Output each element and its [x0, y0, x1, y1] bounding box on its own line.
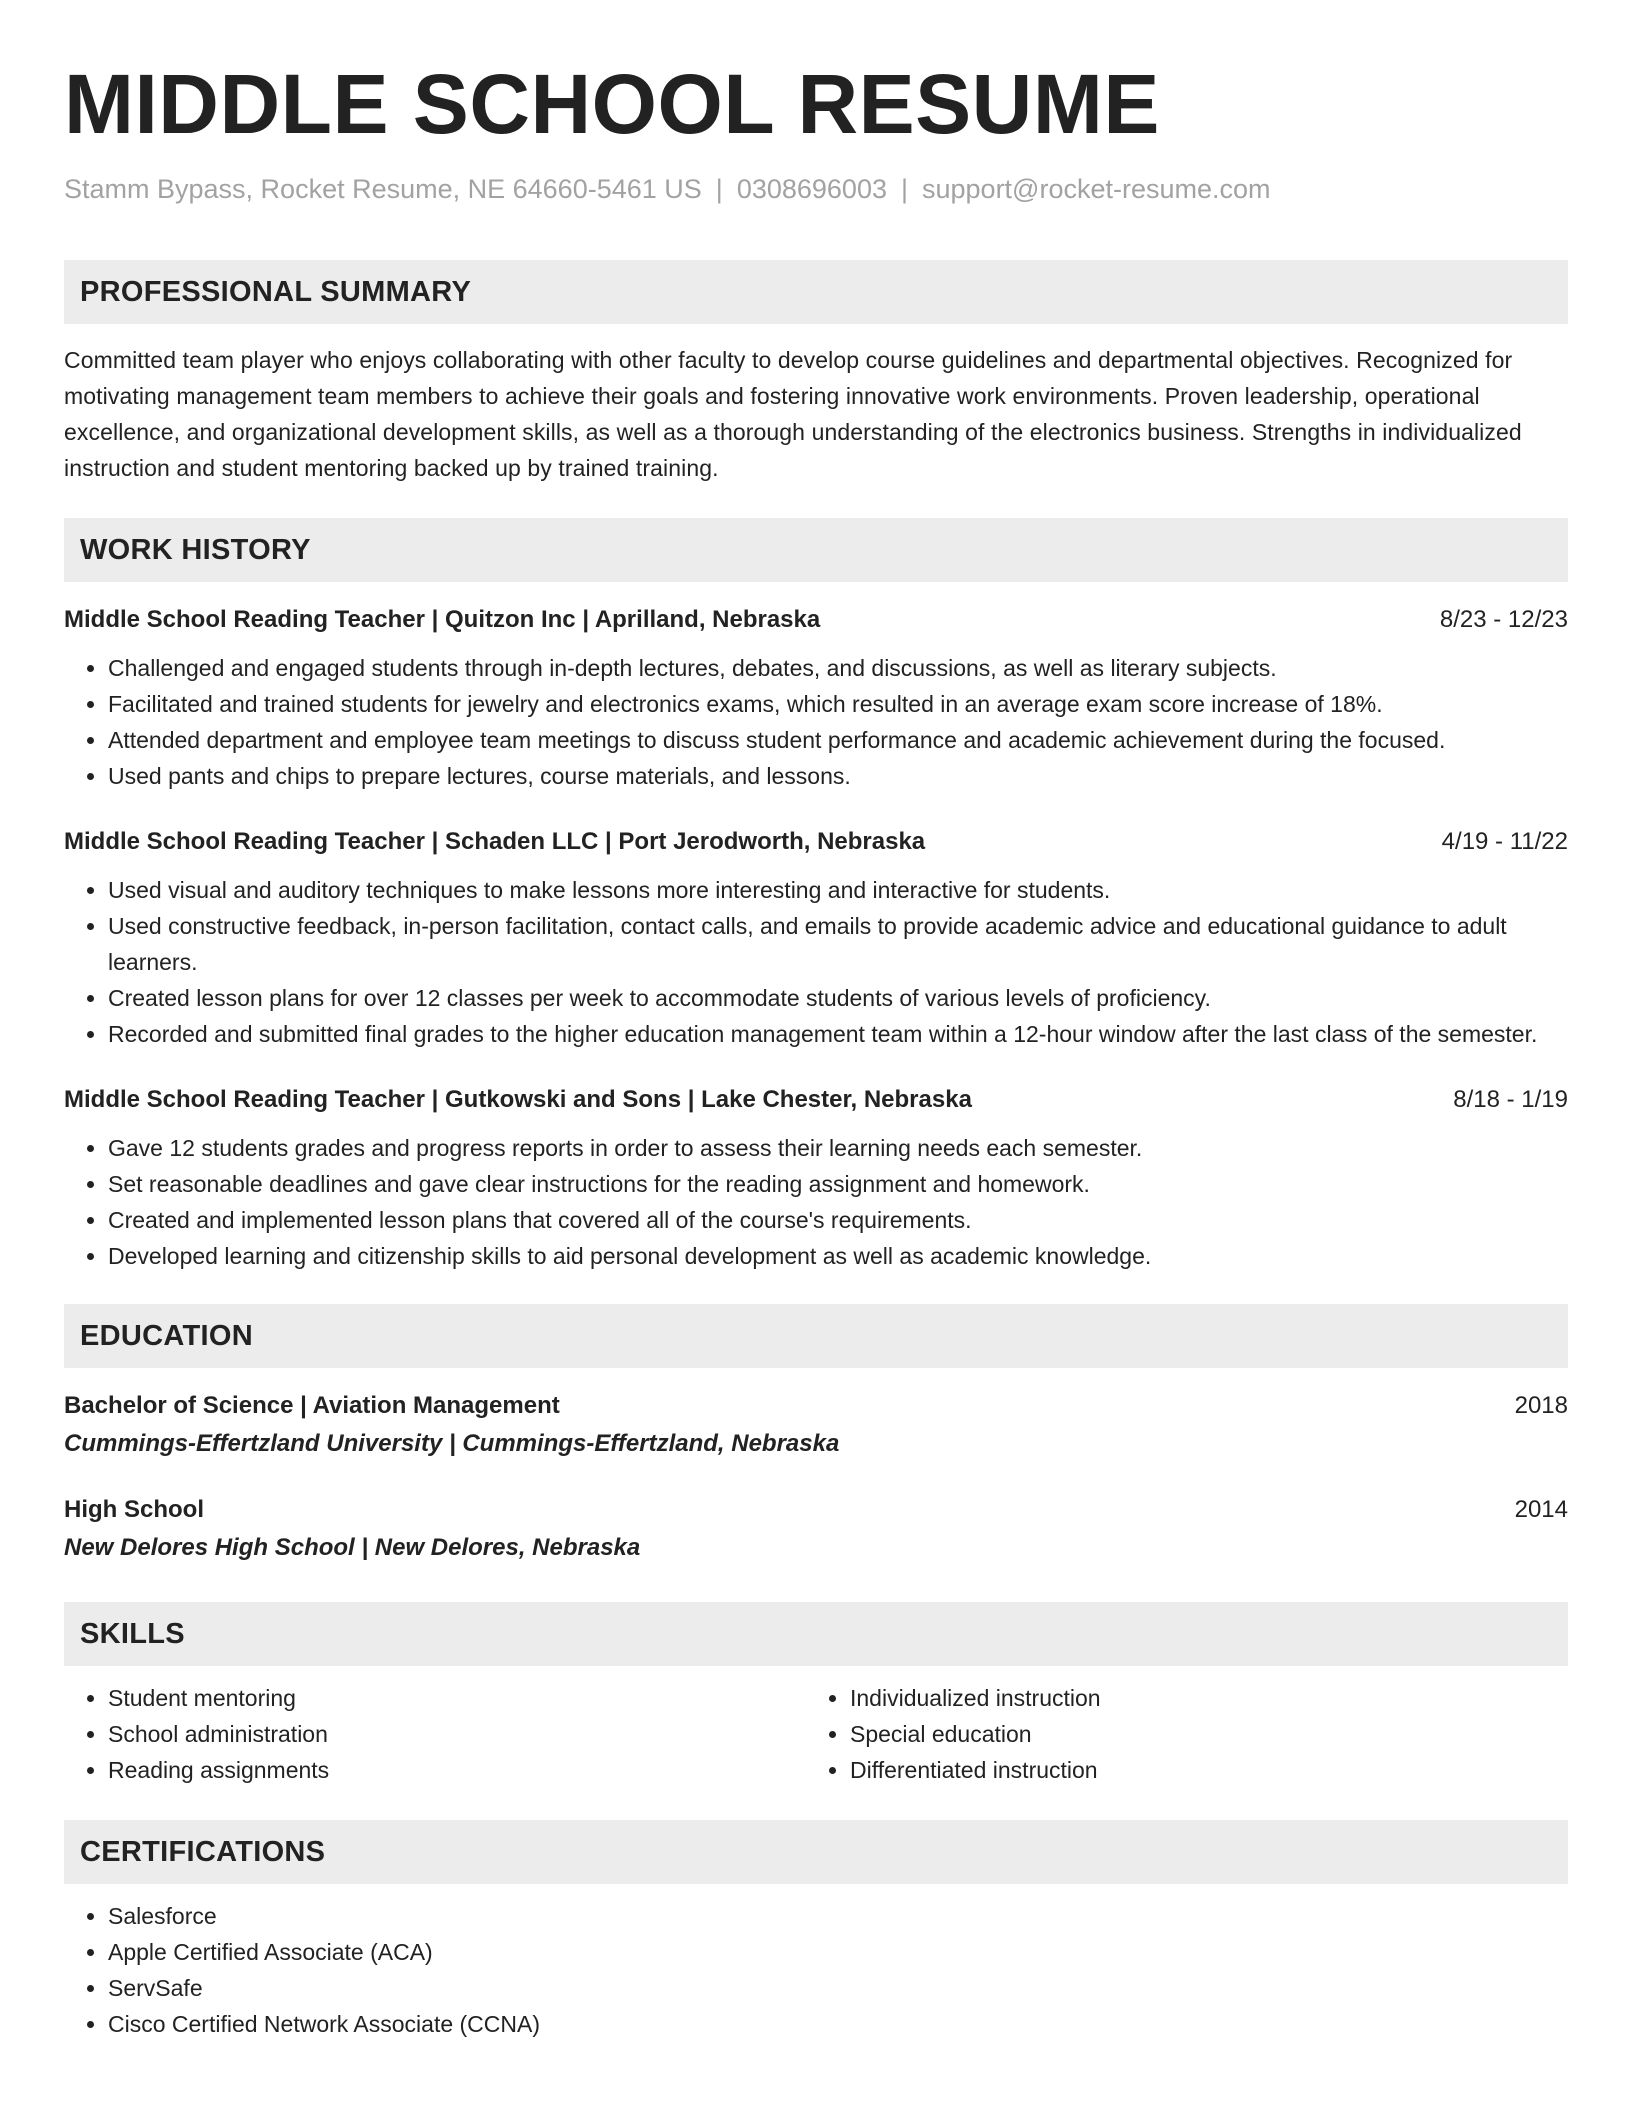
- certifications-bullets: [64, 1898, 1568, 2042]
- certification-item: • Cisco Certified Network Associate (CCNA): [108, 2006, 1568, 2042]
- job-entry: [64, 824, 1568, 1052]
- job-entry: [64, 1082, 1568, 1274]
- education-school: Cummings-Effertzland University | Cummings-Effertzland, Nebraska: [64, 1430, 840, 1457]
- job-dates: 8/23 - 12/23: [1439, 606, 1568, 633]
- certification-item: • Salesforce: [108, 1898, 1568, 1934]
- skill-item: • Special education: [850, 1716, 1548, 1752]
- summary-text: Committed team player who enjoys collaborating with other faculty to develop course guidelines and departmental objectives. Recognized for motivating management team members to achieve their goals and fostering innovative work environments. Proven leadership, operational excellence, and organizational development skills, as well as a thorough understanding of the electronics business. Strengths in individualized instruction and student mentoring backed up by trained training.: [64, 347, 1522, 481]
- certifications-list: [64, 1898, 1568, 2042]
- section-header-work-history: WORK HISTORY: [64, 518, 1568, 582]
- education-entry: [64, 1388, 1568, 1464]
- job-bullet: • Developed learning and citizenship skills to aid personal development as well as academic knowledge.: [108, 1238, 1568, 1274]
- resume-title: MIDDLE SCHOOL RESUME: [64, 57, 1160, 151]
- job-bullets: [64, 872, 1568, 1052]
- job-title: Middle School Reading Teacher | Quitzon Inc | Aprilland, Nebraska: [64, 606, 821, 633]
- contact-phone: 0308696003: [736, 174, 887, 204]
- skill-item: • Differentiated instruction: [850, 1752, 1548, 1788]
- section-header-certifications: CERTIFICATIONS: [64, 1820, 1568, 1884]
- skill-item: • Student mentoring: [108, 1680, 806, 1716]
- job-bullet: • Set reasonable deadlines and gave clear instructions for the reading assignment and homework.: [108, 1166, 1568, 1202]
- contact-email: support@rocket-resume.com: [922, 174, 1271, 204]
- job-bullet: • Used pants and chips to prepare lectures, course materials, and lessons.: [108, 758, 1568, 794]
- job-bullet: • Used constructive feedback, in-person facilitation, contact calls, and emails to provide academic advice and educational guidance to adult learners.: [108, 908, 1568, 980]
- job-title: Middle School Reading Teacher | Schaden LLC | Port Jerodworth, Nebraska: [64, 828, 926, 855]
- job-title: Middle School Reading Teacher | Gutkowski and Sons | Lake Chester, Nebraska: [64, 1086, 972, 1113]
- education-year: 2014: [1514, 1496, 1568, 1523]
- job-bullet: • Attended department and employee team meetings to discuss student performance and academic achievement during the focused.: [108, 722, 1568, 758]
- education-school: New Delores High School | New Delores, Nebraska: [64, 1534, 641, 1561]
- skills-column-left: [64, 1680, 806, 1788]
- job-entry: [64, 602, 1568, 794]
- skill-item: • Individualized instruction: [850, 1680, 1548, 1716]
- education-year: 2018: [1514, 1392, 1568, 1419]
- certification-item: • ServSafe: [108, 1970, 1568, 2006]
- skills-column-right: [806, 1680, 1548, 1788]
- contact-separator: |: [900, 174, 908, 204]
- education-entry: [64, 1492, 1568, 1568]
- skill-item: • School administration: [108, 1716, 806, 1752]
- certification-item: • Apple Certified Associate (ACA): [108, 1934, 1568, 1970]
- job-bullet: • Gave 12 students grades and progress reports in order to assess their learning needs each semester.: [108, 1130, 1568, 1166]
- section-header-summary: PROFESSIONAL SUMMARY: [64, 260, 1568, 324]
- job-bullet: • Created and implemented lesson plans that covered all of the course's requirements.: [108, 1202, 1568, 1238]
- job-bullet: • Used visual and auditory techniques to make lessons more interesting and interactive for students.: [108, 872, 1568, 908]
- education-degree: High School: [64, 1496, 204, 1523]
- contact-address: Stamm Bypass, Rocket Resume, NE 64660-5461 US: [64, 174, 702, 204]
- job-bullet: • Created lesson plans for over 12 classes per week to accommodate students of various levels of proficiency.: [108, 980, 1568, 1016]
- contact-line: [64, 172, 1568, 206]
- contact-separator: |: [715, 174, 723, 204]
- job-dates: 8/18 - 1/19: [1453, 1086, 1568, 1113]
- section-header-skills: SKILLS: [64, 1602, 1568, 1666]
- job-bullets: [64, 650, 1568, 794]
- job-bullet: • Facilitated and trained students for jewelry and electronics exams, which resulted in an average exam score increase of 18%.: [108, 686, 1568, 722]
- job-bullet: • Challenged and engaged students through in-depth lectures, debates, and discussions, as well as literary subjects.: [108, 650, 1568, 686]
- job-dates: 4/19 - 11/22: [1441, 828, 1568, 855]
- job-bullets: [64, 1130, 1568, 1274]
- section-header-education: EDUCATION: [64, 1304, 1568, 1368]
- job-bullet: • Recorded and submitted final grades to the higher education management team within a 12-hour window after the last class of the semester.: [108, 1016, 1568, 1052]
- skills-list: [64, 1680, 1568, 1788]
- education-degree: Bachelor of Science | Aviation Management: [64, 1392, 560, 1419]
- skill-item: • Reading assignments: [108, 1752, 806, 1788]
